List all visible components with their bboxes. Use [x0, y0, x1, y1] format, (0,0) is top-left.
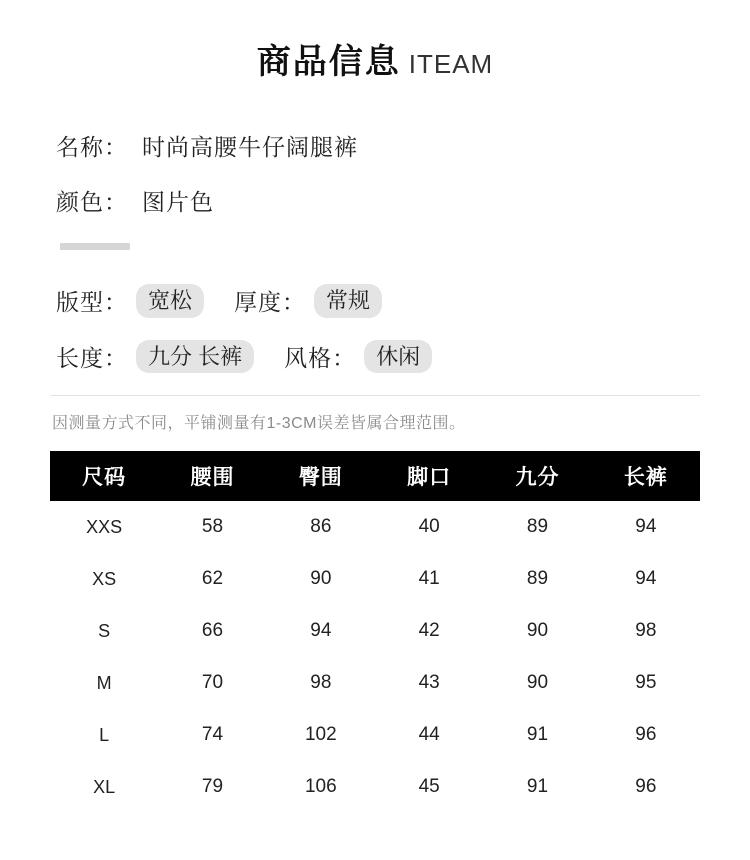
attribute-length	[56, 340, 254, 374]
table-cell-cropped: 90	[483, 605, 591, 657]
info-label-name: 名称：	[56, 134, 128, 160]
attributes-block	[0, 284, 750, 373]
table-cell-waist: 79	[158, 761, 266, 813]
page-title-cn: 商品信息	[256, 43, 401, 81]
table-cell-hem: 40	[375, 501, 483, 553]
table-cell-waist: 74	[158, 709, 266, 761]
size-table-head	[50, 451, 700, 501]
table-row	[50, 657, 700, 709]
table-cell-waist: 66	[158, 605, 266, 657]
table-cell-size: S	[50, 605, 158, 657]
attribute-key-length: 长度：	[56, 344, 128, 371]
size-table-header-cell: 脚口	[375, 451, 483, 501]
table-cell-size: XS	[50, 553, 158, 605]
table-cell-hip: 94	[267, 605, 375, 657]
info-block	[0, 129, 750, 217]
attribute-key-thickness: 厚度：	[234, 289, 307, 316]
table-row	[50, 553, 700, 605]
section-divider-accent	[60, 243, 130, 250]
table-cell-hip: 102	[267, 709, 375, 761]
size-table-header-cell: 九分	[483, 451, 591, 501]
measurement-note: 因测量方式不同，平铺测量有1-3CM误差皆属合理范围。	[52, 415, 466, 432]
attribute-thickness	[234, 284, 382, 318]
size-table-header-cell: 腰围	[158, 451, 266, 501]
attribute-tag-thickness: 常规	[314, 284, 382, 318]
table-cell-hip: 106	[267, 761, 375, 813]
table-row	[50, 501, 700, 553]
attribute-style	[284, 340, 432, 374]
table-cell-hip: 98	[267, 657, 375, 709]
table-cell-hem: 42	[375, 605, 483, 657]
table-cell-cropped: 90	[483, 657, 591, 709]
table-cell-size: XL	[50, 761, 158, 813]
table-row	[50, 761, 700, 813]
table-cell-cropped: 91	[483, 761, 591, 813]
table-cell-full: 94	[592, 553, 700, 605]
attribute-fit	[56, 284, 204, 318]
table-cell-full: 94	[592, 501, 700, 553]
info-label-color: 颜色：	[56, 189, 128, 215]
attribute-line-2	[56, 340, 750, 374]
table-cell-full: 98	[592, 605, 700, 657]
size-table-header-cell: 长裤	[592, 451, 700, 501]
page-title-en: ITEAM	[408, 49, 494, 79]
attribute-tag-length: 九分 长裤	[136, 340, 254, 374]
table-cell-size: M	[50, 657, 158, 709]
table-cell-cropped: 89	[483, 553, 591, 605]
table-row	[50, 709, 700, 761]
table-cell-full: 95	[592, 657, 700, 709]
table-cell-hem: 44	[375, 709, 483, 761]
attribute-tag-style: 休闲	[364, 340, 432, 374]
size-table-header-cell: 臀围	[267, 451, 375, 501]
table-cell-hem: 41	[375, 553, 483, 605]
table-cell-cropped: 89	[483, 501, 591, 553]
attribute-tag-fit: 宽松	[136, 284, 204, 318]
table-cell-size: L	[50, 709, 158, 761]
size-table-header-row	[50, 451, 700, 501]
info-row-name	[56, 129, 750, 162]
page-header	[0, 0, 750, 83]
table-cell-waist: 62	[158, 553, 266, 605]
attribute-line-1	[56, 284, 750, 318]
size-table-wrap	[50, 451, 700, 813]
attribute-key-fit: 版型：	[56, 289, 128, 316]
table-cell-hem: 45	[375, 761, 483, 813]
table-cell-waist: 58	[158, 501, 266, 553]
table-cell-hip: 90	[267, 553, 375, 605]
size-table	[50, 451, 700, 813]
size-table-header-cell: 尺码	[50, 451, 158, 501]
attribute-key-style: 风格：	[284, 344, 357, 371]
table-row	[50, 605, 700, 657]
table-cell-hem: 43	[375, 657, 483, 709]
table-cell-full: 96	[592, 709, 700, 761]
info-value-name: 时尚高腰牛仔阔腿裤	[142, 134, 358, 160]
table-cell-size: XXS	[50, 501, 158, 553]
table-cell-waist: 70	[158, 657, 266, 709]
table-cell-hip: 86	[267, 501, 375, 553]
info-row-color	[56, 184, 750, 217]
table-cell-cropped: 91	[483, 709, 591, 761]
size-table-body	[50, 501, 700, 813]
info-value-color: 图片色	[142, 189, 214, 215]
table-cell-full: 96	[592, 761, 700, 813]
